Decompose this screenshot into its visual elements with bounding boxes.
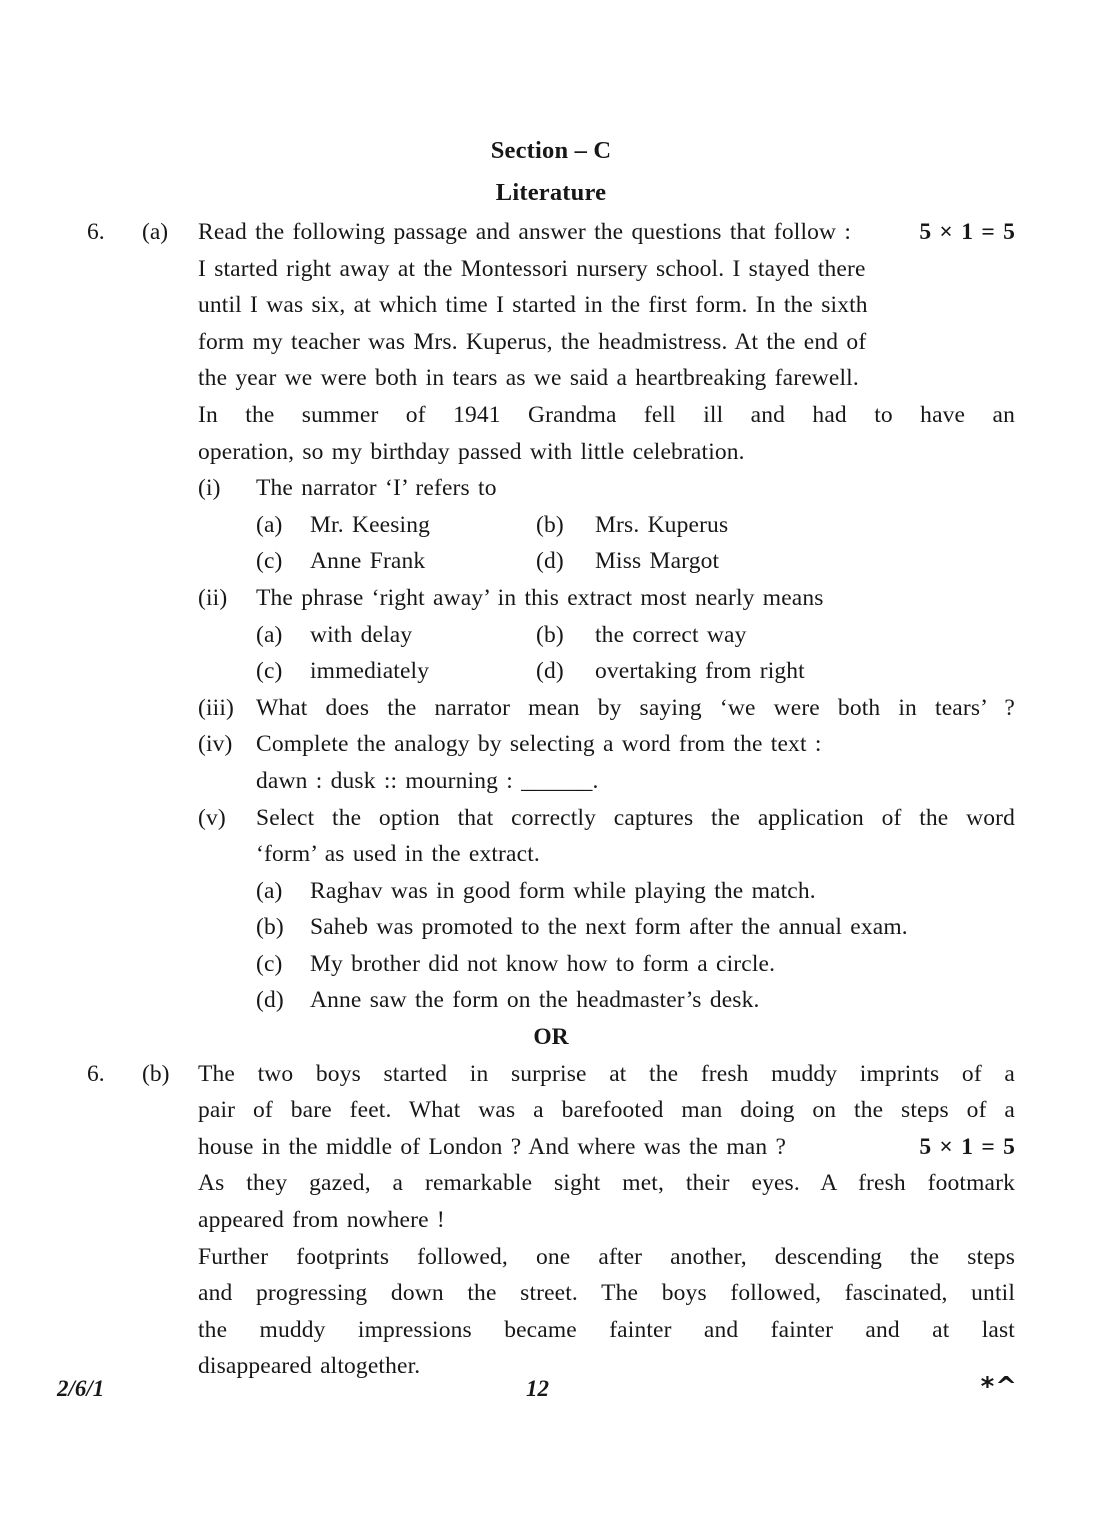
subquestion-iv-text: Complete the analogy by selecting a word from the text : [256, 731, 822, 758]
section-title: Section – C [490, 137, 612, 164]
option-row [256, 507, 1015, 544]
question-6a-intro-line [198, 214, 1015, 251]
option-text: My brother did not know how to form a circle. [310, 950, 776, 977]
option-b [536, 507, 1015, 544]
question-6a [87, 214, 1015, 1019]
question-6b-number: 6. [87, 1060, 105, 1087]
passage-line: house in the middle of London ? And where was the man ? [198, 1133, 787, 1160]
passage-line: I started right away at the Montessori nursery school. I stayed there [198, 255, 866, 282]
corner-mark: *^ [980, 1372, 1018, 1402]
option-c [256, 653, 536, 690]
passage-paragraph-2 [198, 1165, 1015, 1238]
option-d [256, 982, 1015, 1019]
question-6a-part-label: (a) [142, 219, 169, 245]
option-text: immediately [310, 658, 430, 685]
subquestion-i [198, 470, 1015, 580]
option-letter: (d) [256, 987, 284, 1014]
question-6b-marks: 5 × 1 = 5 [919, 1133, 1015, 1160]
subquestion-i-label: (i) [198, 475, 221, 502]
question-6a-number: 6. [87, 219, 105, 245]
passage-line: In the summer of 1941 Grandma fell ill and had to have an [198, 401, 1015, 428]
subquestion-iii [198, 690, 1015, 727]
option-a [256, 873, 1015, 910]
passage-line: As they gazed, a remarkable sight met, their eyes. A fresh footmark [198, 1170, 1015, 1197]
option-letter: (a) [256, 877, 283, 904]
passage-line: the muddy impressions became fainter and fainter and at last [198, 1316, 1015, 1343]
option-d [536, 543, 1015, 580]
passage-line: Further footprints followed, one after another, descending the steps [198, 1243, 1015, 1270]
question-6a-marks: 5 × 1 = 5 [919, 219, 1015, 245]
option-letter: (d) [536, 658, 564, 685]
passage-paragraph-3 [198, 1239, 1015, 1385]
option-a [256, 507, 536, 544]
analogy-blank-line: dawn : dusk :: mourning : ______. [256, 767, 599, 794]
option-text: the correct way [595, 621, 747, 648]
page-footer [57, 1372, 1018, 1416]
option-text: Mrs. Kuperus [595, 511, 729, 538]
option-b [536, 617, 1015, 654]
subquestion-i-text: The narrator ‘I’ refers to [256, 475, 497, 502]
passage-line: pair of bare feet. What was a barefooted man doing on the steps of a [198, 1097, 1015, 1124]
subquestion-iii-label: (iii) [198, 694, 234, 721]
subquestion-v-label: (v) [198, 804, 226, 831]
option-c [256, 946, 1015, 983]
passage-line: operation, so my birthday passed with little celebration. [198, 438, 745, 465]
passage-line-with-marks [198, 1129, 1015, 1166]
option-a [256, 617, 536, 654]
page-number: 12 [526, 1376, 549, 1401]
option-text: Saheb was promoted to the next form after the annual exam. [310, 914, 908, 941]
subquestion-ii [198, 580, 1015, 690]
passage-line: The two boys started in surprise at the fresh muddy imprints of a [198, 1060, 1015, 1087]
option-text: Miss Margot [595, 548, 720, 575]
option-letter: (d) [536, 548, 564, 575]
option-text: Raghav was in good form while playing the match. [310, 877, 816, 904]
subquestion-ii-text: The phrase ‘right away’ in this extract most nearly means [256, 584, 824, 611]
subquestion-v-text-line: ‘form’ as used in the extract. [256, 841, 540, 868]
option-row [256, 617, 1015, 654]
option-text: with delay [310, 621, 413, 648]
passage-line: the year we were both in tears as we said a heartbreaking farewell. [198, 365, 859, 392]
passage-line: form my teacher was Mrs. Kuperus, the headmistress. At the end of [198, 328, 867, 355]
passage-line: appeared from nowhere ! [198, 1207, 445, 1234]
passage-line: until I was six, at which time I started in the first form. In the sixth [198, 292, 868, 319]
passage-line: and progressing down the street. The boys followed, fascinated, until [198, 1280, 1015, 1307]
option-b [256, 909, 1015, 946]
option-letter: (a) [256, 511, 283, 538]
option-d [536, 653, 1015, 690]
subquestion-iv [198, 726, 1015, 799]
option-row [256, 543, 1015, 580]
question-6a-intro-text: Read the following passage and answer the questions that follow : [198, 219, 852, 245]
subquestion-v-text-line: Select the option that correctly captures the application of the word [256, 804, 1015, 831]
passage-paragraph-1 [198, 1056, 1015, 1166]
option-text: overtaking from right [595, 658, 805, 685]
subquestion-iv-label: (iv) [198, 731, 233, 758]
question-6b-part-label: (b) [142, 1060, 170, 1087]
passage-paragraph-1 [198, 251, 1015, 397]
option-letter: (c) [256, 548, 283, 575]
question-6b [87, 1056, 1015, 1385]
passage-line: disappeared altogether. [198, 1353, 421, 1380]
passage-paragraph-2 [198, 397, 1015, 470]
option-letter: (b) [536, 511, 564, 538]
option-row [256, 653, 1015, 690]
subquestion-v [198, 800, 1015, 1020]
option-letter: (b) [256, 914, 284, 941]
option-letter: (c) [256, 658, 283, 685]
option-letter: (b) [536, 621, 564, 648]
subquestion-ii-label: (ii) [198, 584, 228, 611]
subquestion-iii-text: What does the narrator mean by saying ‘we were both in tears’ ? [256, 694, 1015, 721]
option-letter: (c) [256, 950, 283, 977]
option-c [256, 543, 536, 580]
section-subtitle: Literature [495, 179, 607, 206]
option-text: Mr. Keesing [310, 511, 431, 538]
or-separator: OR [533, 1024, 569, 1051]
paper-code: 2/6/1 [57, 1376, 105, 1401]
option-letter: (a) [256, 621, 283, 648]
option-text: Anne Frank [310, 548, 426, 575]
option-text: Anne saw the form on the headmaster’s desk. [310, 987, 760, 1014]
